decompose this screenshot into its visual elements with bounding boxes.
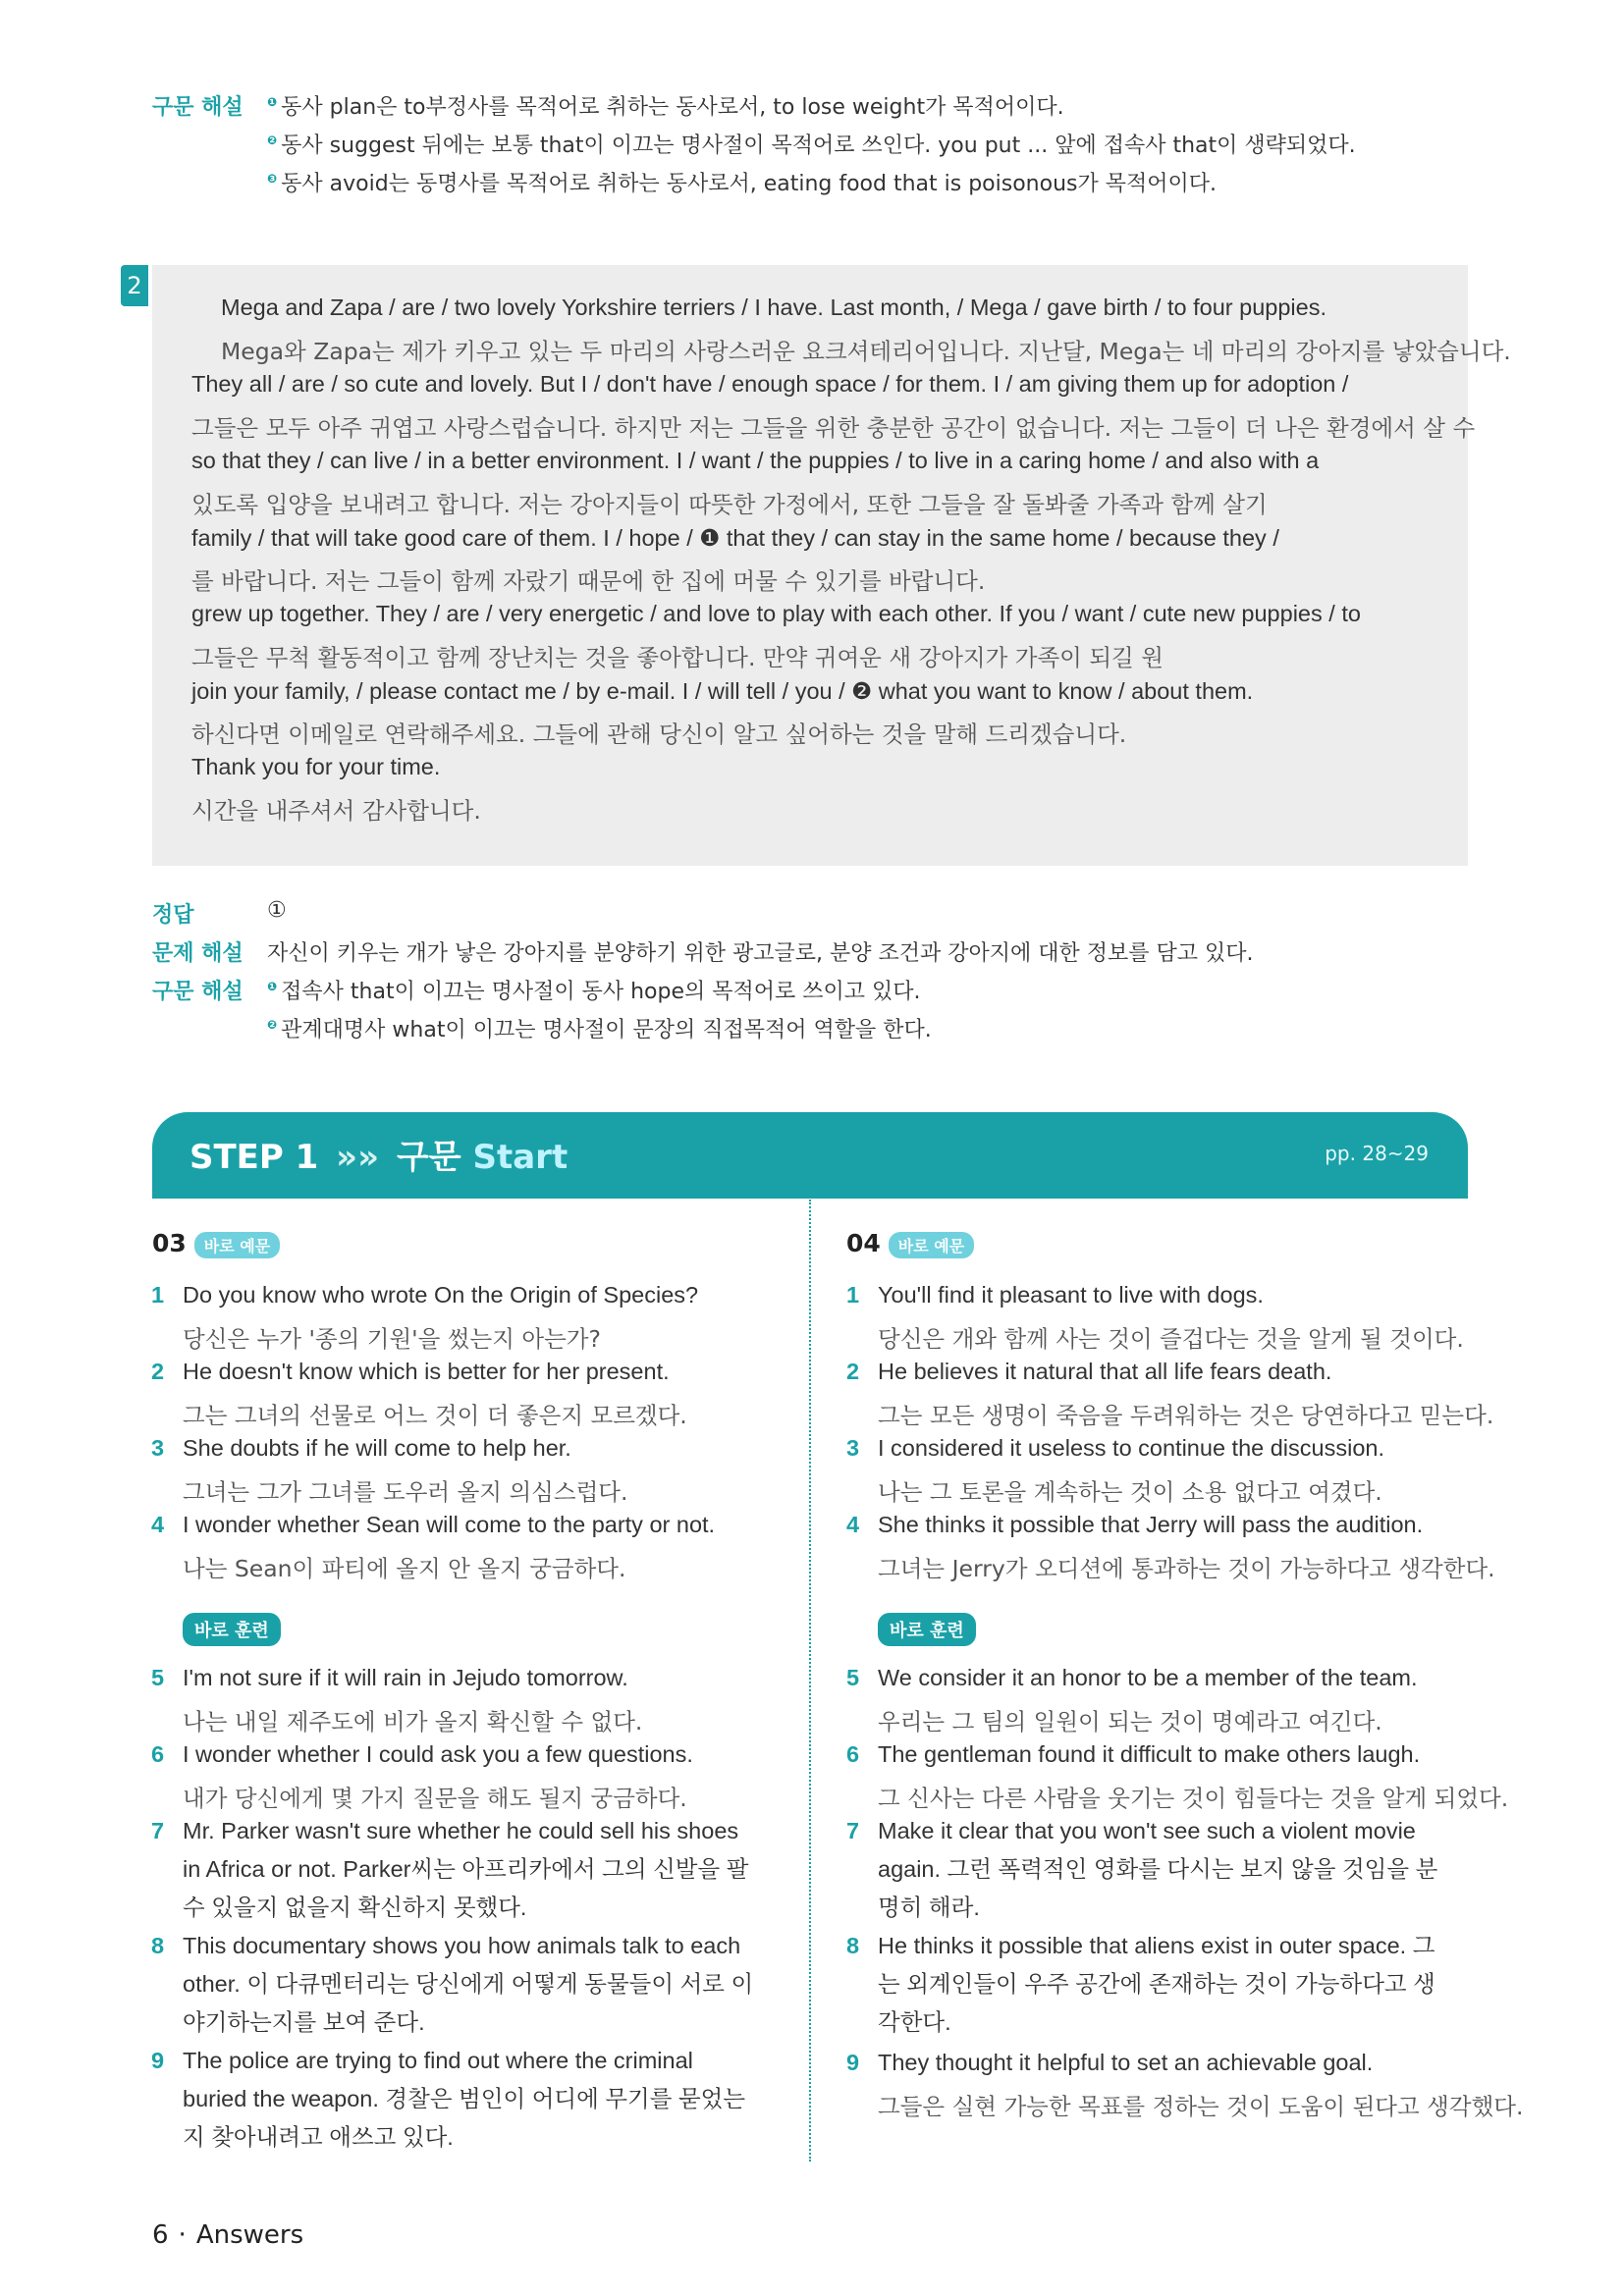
example-text: The gentleman found it difficult to make others laugh. xyxy=(878,1741,1421,1767)
example-en xyxy=(151,1282,699,1308)
example-number: 5 xyxy=(846,1665,860,1690)
example-number: 9 xyxy=(151,2048,165,2073)
passage-line-ko: 시간을 내주셔서 감사합니다. xyxy=(191,797,481,825)
example-number: 7 xyxy=(846,1818,860,1843)
top-notes-label: 구문 해설 xyxy=(152,95,244,120)
note-mark: ❷ xyxy=(267,133,278,147)
example-en xyxy=(846,1741,1421,1768)
example-text: Mr. Parker wasn't sure whether he could sell his shoes in Africa or not. Parker씨는 아프리카에서 그의 신발을 팔 수 있을지 없을지 확신하지 못했다. xyxy=(183,1818,749,1920)
column-divider xyxy=(809,1200,811,2162)
passage-line-en: Mega and Zapa / are / two lovely Yorkshire terriers / I have. Last month, / Mega / gave birth / to four puppies. xyxy=(221,294,1326,320)
example-ko: 당신은 누가 '종의 기원'을 썼는지 아는가? xyxy=(183,1325,601,1353)
example-number: 5 xyxy=(151,1665,165,1690)
step-title xyxy=(189,1130,568,1178)
example-ko: 당신은 개와 함께 사는 것이 즐겁다는 것을 알게 될 것이다. xyxy=(878,1325,1464,1353)
example-number: 2 xyxy=(846,1359,860,1384)
example-ko: 그는 모든 생명이 죽음을 두려워하는 것은 당연하다고 믿는다. xyxy=(878,1402,1494,1429)
example-en xyxy=(151,1359,670,1385)
example-text: Do you know who wrote On the Origin of Species? xyxy=(183,1282,699,1308)
example-en xyxy=(846,2050,1374,2076)
passage-line-ko: Mega와 Zapa는 제가 키우고 있는 두 마리의 사랑스러운 요크셔테리어입니다. 지난달, Mega는 네 마리의 강아지를 낳았습니다. xyxy=(221,338,1511,365)
left-column-head xyxy=(152,1229,280,1258)
example-wrapped xyxy=(846,1812,1457,1927)
example-number: 1 xyxy=(151,1282,165,1308)
top-note-3 xyxy=(267,167,1217,197)
page-number: 6 xyxy=(152,2220,169,2250)
note-text: 동사 plan은 to부정사를 목적어로 취하는 동사로서, to lose weight가 목적어이다. xyxy=(281,95,1064,120)
example-text: She doubts if he will come to help her. xyxy=(183,1435,571,1461)
badge-example: 바로 예문 xyxy=(889,1232,974,1258)
passage-box xyxy=(152,265,1511,866)
example-ko: 그녀는 Jerry가 오디션에 통과하는 것이 가능하다고 생각한다. xyxy=(878,1555,1495,1582)
example-text: I wonder whether I could ask you a few questions. xyxy=(183,1741,693,1767)
passage-line-ko: 하신다면 이메일로 연락해주세요. 그들에 관해 당신이 알고 싶어하는 것을 말해 드리겠습니다. xyxy=(191,721,1127,748)
example-en xyxy=(151,1665,628,1691)
badge-example: 바로 예문 xyxy=(194,1232,280,1258)
note-text: 동사 avoid는 동명사를 목적어로 취하는 동사로서, eating food that is poisonous가 목적어이다. xyxy=(281,172,1217,196)
passage-line-en: so that they / can live / in a better environment. I / want / the puppies / to live in a caring home / and also with a xyxy=(191,448,1320,473)
example-wrapped xyxy=(151,1812,762,1927)
example-text: I wonder whether Sean will come to the party or not. xyxy=(183,1512,716,1537)
right-column-head xyxy=(846,1229,974,1258)
passage-line-en: family / that will take good care of them. I / hope / ❶ that they / can stay in the same home / because they / xyxy=(191,525,1279,551)
footer-dot: · xyxy=(178,2220,187,2250)
top-note-1 xyxy=(267,90,1064,121)
example-text: He believes it natural that all life fears death. xyxy=(878,1359,1332,1384)
problem-label: 문제 해설 xyxy=(152,941,244,966)
example-ko: 그녀는 그가 그녀를 도우러 올지 의심스럽다. xyxy=(183,1478,628,1506)
example-text: I'm not sure if it will rain in Jejudo tomorrow. xyxy=(183,1665,628,1690)
example-text: She thinks it possible that Jerry will pass the audition. xyxy=(878,1512,1424,1537)
example-number: 4 xyxy=(846,1512,860,1537)
example-text: You'll find it pleasant to live with dogs. xyxy=(878,1282,1264,1308)
example-text: This documentary shows you how animals talk to each other. 이 다큐멘터리는 당신에게 어떻게 동물들이 서로 이야기하는지를 보여 준다. xyxy=(183,1933,754,2035)
example-en xyxy=(846,1435,1384,1462)
syntax-note-2 xyxy=(267,1013,932,1043)
footer-section: Answers xyxy=(195,2220,304,2250)
step-pages: pp. 28~29 xyxy=(1325,1142,1429,1165)
example-en xyxy=(151,1741,693,1768)
example-en xyxy=(846,1512,1424,1538)
passage-line-ko: 있도록 입양을 보내려고 합니다. 저는 강아지들이 따뜻한 가정에서, 또한 그들을 잘 돌봐줄 가족과 함께 살기 xyxy=(191,491,1268,518)
example-number: 8 xyxy=(846,1933,860,1958)
example-en xyxy=(846,1359,1332,1385)
answer-value: ① xyxy=(267,898,287,923)
example-number: 3 xyxy=(151,1435,165,1461)
example-ko: 나는 그 토론을 계속하는 것이 소용 없다고 여겼다. xyxy=(878,1478,1382,1506)
example-text: He thinks it possible that aliens exist in outer space. 그는 외계인들이 우주 공간에 존재하는 것이 가능하다고 생각한다. xyxy=(878,1933,1435,2035)
example-number: 3 xyxy=(846,1435,860,1461)
example-text: They thought it helpful to set an achievable goal. xyxy=(878,2050,1374,2075)
example-number: 6 xyxy=(151,1741,165,1767)
example-ko: 그는 그녀의 선물로 어느 것이 더 좋은지 모르겠다. xyxy=(183,1402,687,1429)
example-number: 8 xyxy=(151,1933,165,1958)
passage-line-en: join your family, / please contact me / by e-mail. I / will tell / you / ❷ what you want to know / about them. xyxy=(191,678,1254,704)
example-text: The police are trying to find out where the criminal buried the weapon. 경찰은 범인이 어디에 무기를 묻었는지 찾아내려고 애쓰고 있다. xyxy=(183,2048,746,2150)
note-text: 동사 suggest 뒤에는 보통 that이 이끄는 명사절이 목적어로 쓰인다. you put ... 앞에 접속사 that이 생략되었다. xyxy=(281,133,1356,158)
passage-line-en: grew up together. They / are / very energetic / and love to play with each other. If you / want / cute new puppies / to xyxy=(191,601,1361,626)
badge-training: 바로 훈련 xyxy=(878,1613,976,1646)
problem-text: 자신이 키우는 개가 낳은 강아지를 분양하기 위한 광고글로, 분양 조건과 강아지에 대한 정보를 담고 있다. xyxy=(267,941,1254,966)
step-number: STEP 1 xyxy=(189,1138,319,1177)
example-ko: 그 신사는 다른 사람을 웃기는 것이 힘들다는 것을 알게 되었다. xyxy=(878,1785,1509,1812)
syntax-note-1 xyxy=(267,975,921,1005)
example-ko: 나는 내일 제주도에 비가 올지 확신할 수 없다. xyxy=(183,1708,643,1735)
example-en xyxy=(846,1665,1418,1691)
passage-line-ko: 를 바랍니다. 저는 그들이 함께 자랐기 때문에 한 집에 머물 수 있기를 바랍니다. xyxy=(191,567,986,595)
step-banner xyxy=(152,1112,1468,1199)
example-number: 2 xyxy=(151,1359,165,1384)
example-text: I considered it useless to continue the discussion. xyxy=(878,1435,1384,1461)
chevron-icon: »» xyxy=(336,1138,380,1177)
note-mark: ❶ xyxy=(267,94,278,109)
page-footer xyxy=(152,2220,303,2250)
example-number: 4 xyxy=(151,1512,165,1537)
section-number: 03 xyxy=(152,1229,187,1257)
syntax-label: 구문 해설 xyxy=(152,980,244,1004)
example-en xyxy=(151,1435,571,1462)
example-ko: 내가 당신에게 몇 가지 질문을 해도 될지 궁금하다. xyxy=(183,1785,687,1812)
badge-training: 바로 훈련 xyxy=(183,1613,281,1646)
example-wrapped xyxy=(151,1927,762,2042)
passage-line-ko: 그들은 모두 아주 귀엽고 사랑스럽습니다. 하지만 저는 그들을 위한 충분한 공간이 없습니다. 저는 그들이 더 나은 환경에서 살 수 xyxy=(191,414,1476,442)
example-text: We consider it an honor to be a member of the team. xyxy=(878,1665,1418,1690)
note-mark: ❸ xyxy=(267,171,278,186)
example-ko: 그들은 실현 가능한 목표를 정하는 것이 도움이 된다고 생각했다. xyxy=(878,2093,1524,2120)
example-en xyxy=(151,1512,716,1538)
note-mark: ❶ xyxy=(267,979,278,993)
passage-line-en: Thank you for your time. xyxy=(191,754,441,779)
passage-number: 2 xyxy=(121,265,148,306)
example-number: 9 xyxy=(846,2050,860,2075)
example-wrapped xyxy=(846,1927,1457,2042)
section-number: 04 xyxy=(846,1229,881,1257)
step-korean: 구문 xyxy=(396,1138,461,1177)
step-start: Start xyxy=(472,1138,568,1177)
example-wrapped xyxy=(151,2042,762,2157)
passage-line-ko: 그들은 무척 활동적이고 함께 장난치는 것을 좋아합니다. 만약 귀여운 새 강아지가 가족이 되길 원 xyxy=(191,644,1164,671)
example-ko: 우리는 그 팀의 일원이 되는 것이 명예라고 여긴다. xyxy=(878,1708,1382,1735)
example-text: He doesn't know which is better for her present. xyxy=(183,1359,670,1384)
example-en xyxy=(846,1282,1264,1308)
example-number: 6 xyxy=(846,1741,860,1767)
answer-label: 정답 xyxy=(152,903,194,928)
note-text: 접속사 that이 이끄는 명사절이 동사 hope의 목적어로 쓰이고 있다. xyxy=(281,980,921,1004)
example-ko: 나는 Sean이 파티에 올지 안 올지 궁금하다. xyxy=(183,1555,626,1582)
note-text: 관계대명사 what이 이끄는 명사절이 문장의 직접목적어 역할을 한다. xyxy=(281,1018,932,1042)
example-number: 1 xyxy=(846,1282,860,1308)
note-mark: ❷ xyxy=(267,1017,278,1032)
example-number: 7 xyxy=(151,1818,165,1843)
passage-line-en: They all / are / so cute and lovely. But I / don't have / enough space / for them. I / am giving them up for adoption / xyxy=(191,371,1349,397)
example-text: Make it clear that you won't see such a violent movie again. 그런 폭력적인 영화를 다시는 보지 않을 것임을 분명히 해라. xyxy=(878,1818,1438,1920)
top-note-2 xyxy=(267,129,1356,159)
